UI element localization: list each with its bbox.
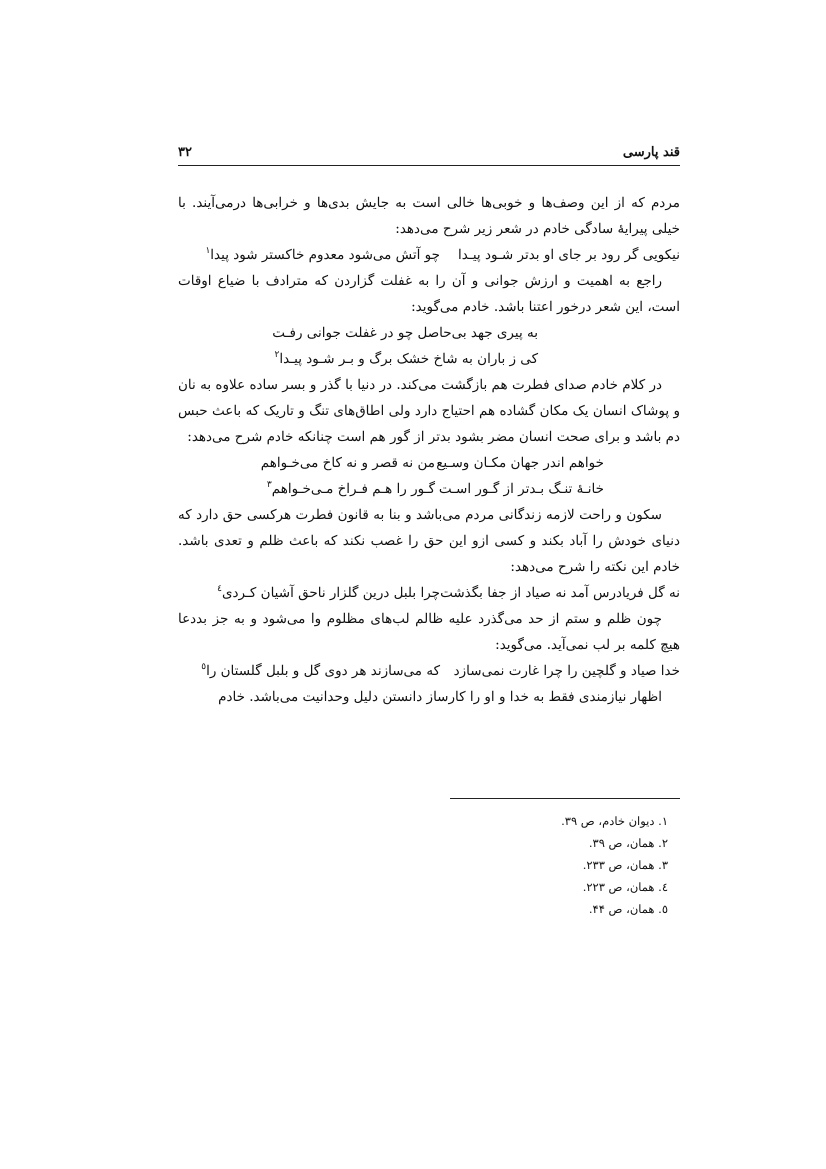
paragraph-1: مردم که از این وصف‌ها و خوبی‌ها خالی است به جایش بدی‌ها و خرابی‌ها درمی‌آیند. با خیلی پیرایهٔ سادگی خادم در شعر زیر شرح می‌دهد: [178,195,680,237]
verse-3a-second-hemistich: من نه قصر و نه کاخ می‌خـواهم [260,455,435,471]
verse-3a-first-hemistich: خواهم اندر جهان مکـان وسـیع [436,455,604,471]
paragraph-3: در کلام خادم صدای فطرت هم بازگشت می‌کند. در دنیا با گذر و بسر ساده علاوه به نان و پوشاک انسان یک مکان گشاده هم احتیاج دارد ولی اطاق‌های تنگ و تاریک که باعث حبس دم باشد و برای صحت انسان مضر بشود بدتر از گور هم است چنانکه خادم شرح می‌دهد: [178,377,680,445]
footnote-2: ۲. همان، ص ۳۹. [588,836,668,850]
paragraph-4: سکون و راحت لازمه زندگانی مردم می‌باشد و بنا به قانون فطرت هرکسی حق دارد که دنیای خودش را آباد بکند و کسی ازو این حق را غصب نکند که باعث ظلم و تعدی باشد. خادم این نکته را شرح می‌دهد: [178,507,680,575]
paragraph-6: اظهار نیازمندی فقط به خدا و او را کارساز دانستن دلیل وحدانیت می‌باشد. خادم [218,689,662,705]
verse-5 [178,658,680,684]
verse-5-second-hemistich: که می‌سازند هر دوی گل و بلبل گلستان را$^٥$ [201,662,440,679]
verse-3b-second-hemistich: گـور را هـم فـراخ مـی‌خـواهم$^۳$ [266,480,435,497]
verse-3b-first-hemistich: خانـهٔ تنـگ بـدتر از گـور اسـت [438,481,604,497]
footnote-ref-1: ۱ [205,246,211,256]
body-text [178,190,680,710]
paragraph-5: چون ظلم و ستم از حد می‌گذرد علیه ظالم لب‌های مظلوم وا می‌شود و به جز بددعا هیچ کلمه بر لب نمی‌آید. می‌گوید: [178,611,680,653]
page-number: ۳۲ [178,145,192,160]
footnote-divider [450,798,680,799]
verse-4 [178,580,680,606]
verse-4-first-hemistich: نه گل فریادرس آمد نه صیاد از جفا بگذشت [440,585,680,601]
footnote-4: ٤. همان، ص ۲۲۳. [582,880,668,894]
running-header [178,143,680,166]
verse-1 [178,242,680,268]
verse-2-line-1: به پیری جهد بی‌حاصل چو در غفلت جوانی رفـت [272,325,538,341]
footnotes [561,810,668,920]
verse-4-second-hemistich: چرا بلبل درین گلزار ناحق آشیان کـردی$^٤$ [217,584,440,601]
verse-2 [178,320,680,372]
footnote-ref-5: ٥ [201,662,207,672]
paragraph-2: راجع به اهمیت و ارزش جوانی و آن را به غفلت گزاردن که مترادف با ضیاع اوقات است، این شعر درخور اعتنا باشد. خادم می‌گوید: [178,273,680,315]
verse-1-first-hemistich: نیکویی گر رود بر جای او بدتر شـود پیـدا [458,247,680,263]
footnote-ref-2: ۲ [274,350,280,360]
footnote-5: ٥. همان، ص ۴۴. [588,902,668,916]
verse-5-first-hemistich: خدا صیاد و گلچین را چرا غارت نمی‌سازد [453,663,680,679]
verse-3-line-1 [178,450,680,476]
verse-2-line-2: کی ز باران به شاخ خشک برگ و بـر شـود پیـدا$^۲$ [274,350,538,367]
footnote-ref-3: ۳ [266,480,272,490]
verse-3-line-2 [178,476,680,502]
footnote-1: ۱. دیوان خادم، ص ۳۹. [561,814,668,828]
verse-1-second-hemistich: چو آتش می‌شود معدوم خاکستر شود پیدا$^۱$ [205,246,440,263]
book-title: قند پارسی [622,145,680,160]
footnote-3: ۳. همان، ص ۲۳۳. [582,858,668,872]
footnote-ref-4: ٤ [217,584,222,594]
